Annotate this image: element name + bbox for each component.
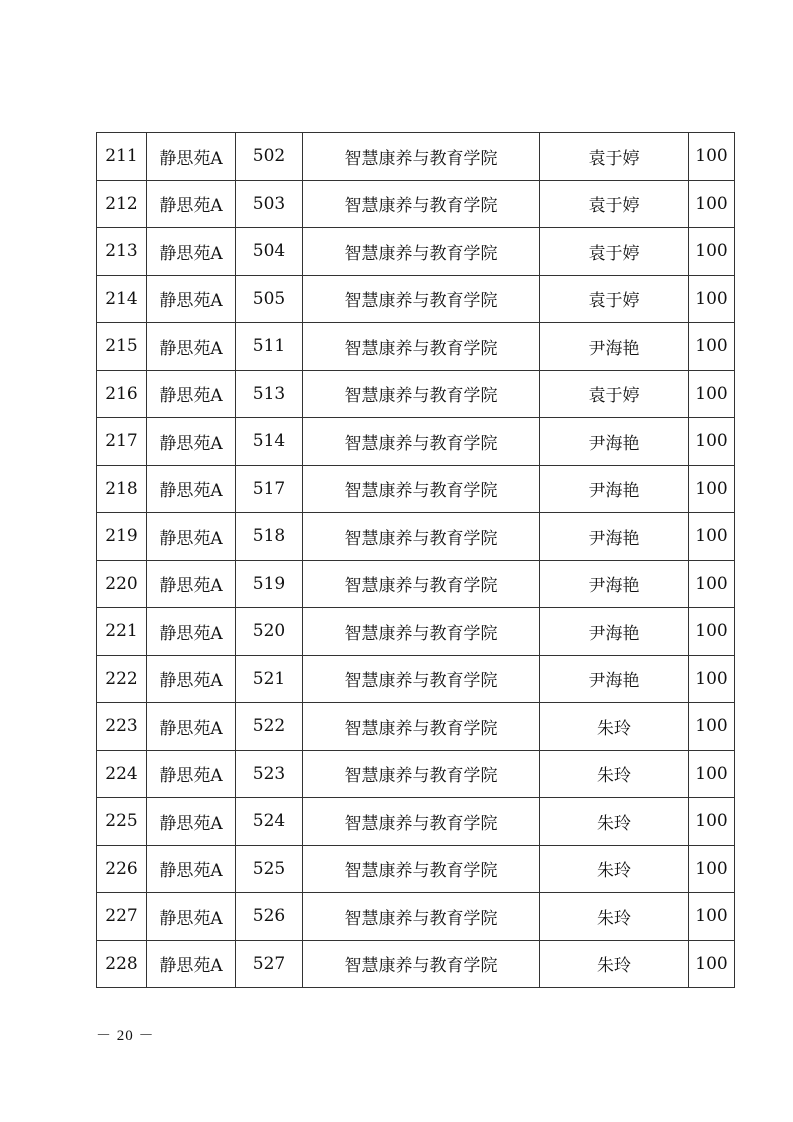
college-cell: 智慧康养与教育学院 [303,560,540,608]
score-cell: 100 [689,893,735,941]
table-row [97,798,735,846]
table-row [97,560,735,608]
score-cell: 100 [689,323,735,371]
college-cell: 智慧康养与教育学院 [303,323,540,371]
building-cell: 静思苑A [147,893,236,941]
building-cell: 静思苑A [147,513,236,561]
score-cell: 100 [689,275,735,323]
building-cell: 静思苑A [147,798,236,846]
building-cell: 静思苑A [147,180,236,228]
staff-name-cell: 尹海艳 [540,513,689,561]
building-cell: 静思苑A [147,560,236,608]
staff-name-cell: 尹海艳 [540,323,689,371]
table-row [97,323,735,371]
row-number-cell: 222 [97,655,147,703]
staff-name-cell: 尹海艳 [540,608,689,656]
building-cell: 静思苑A [147,940,236,988]
building-cell: 静思苑A [147,323,236,371]
staff-name-cell: 袁于婷 [540,275,689,323]
staff-name-cell: 尹海艳 [540,465,689,513]
room-number-cell: 519 [236,560,303,608]
row-number-cell: 213 [97,228,147,276]
college-cell: 智慧康养与教育学院 [303,703,540,751]
row-number-cell: 223 [97,703,147,751]
table-row [97,655,735,703]
row-number-cell: 226 [97,845,147,893]
table-row [97,703,735,751]
staff-name-cell: 朱玲 [540,703,689,751]
college-cell: 智慧康养与教育学院 [303,608,540,656]
row-number-cell: 227 [97,893,147,941]
staff-name-cell: 袁于婷 [540,370,689,418]
college-cell: 智慧康养与教育学院 [303,940,540,988]
college-cell: 智慧康养与教育学院 [303,228,540,276]
staff-name-cell: 朱玲 [540,798,689,846]
room-number-cell: 521 [236,655,303,703]
college-cell: 智慧康养与教育学院 [303,275,540,323]
room-number-cell: 524 [236,798,303,846]
score-cell: 100 [689,798,735,846]
row-number-cell: 216 [97,370,147,418]
college-cell: 智慧康养与教育学院 [303,845,540,893]
row-number-cell: 215 [97,323,147,371]
score-cell: 100 [689,370,735,418]
building-cell: 静思苑A [147,750,236,798]
table-row [97,608,735,656]
staff-name-cell: 朱玲 [540,893,689,941]
staff-name-cell: 朱玲 [540,940,689,988]
score-cell: 100 [689,513,735,561]
score-cell: 100 [689,418,735,466]
staff-name-cell: 尹海艳 [540,560,689,608]
building-cell: 静思苑A [147,608,236,656]
staff-name-cell: 朱玲 [540,750,689,798]
score-cell: 100 [689,180,735,228]
table-row [97,893,735,941]
room-number-cell: 520 [236,608,303,656]
row-number-cell: 214 [97,275,147,323]
building-cell: 静思苑A [147,370,236,418]
room-number-cell: 522 [236,703,303,751]
room-number-cell: 518 [236,513,303,561]
building-cell: 静思苑A [147,465,236,513]
room-number-cell: 526 [236,893,303,941]
score-cell: 100 [689,655,735,703]
room-number-cell: 514 [236,418,303,466]
score-cell: 100 [689,608,735,656]
college-cell: 智慧康养与教育学院 [303,513,540,561]
room-number-cell: 513 [236,370,303,418]
table-row [97,228,735,276]
staff-name-cell: 袁于婷 [540,180,689,228]
room-number-cell: 502 [236,133,303,181]
table-row [97,845,735,893]
room-number-cell: 523 [236,750,303,798]
room-number-cell: 517 [236,465,303,513]
college-cell: 智慧康养与教育学院 [303,750,540,798]
table-row [97,418,735,466]
score-cell: 100 [689,940,735,988]
row-number-cell: 220 [97,560,147,608]
score-cell: 100 [689,750,735,798]
college-cell: 智慧康养与教育学院 [303,465,540,513]
score-cell: 100 [689,703,735,751]
row-number-cell: 211 [97,133,147,181]
staff-name-cell: 袁于婷 [540,133,689,181]
college-cell: 智慧康养与教育学院 [303,418,540,466]
room-number-cell: 504 [236,228,303,276]
staff-name-cell: 尹海艳 [540,655,689,703]
dormitory-score-table [96,132,735,988]
table-row [97,275,735,323]
room-number-cell: 505 [236,275,303,323]
row-number-cell: 225 [97,798,147,846]
building-cell: 静思苑A [147,655,236,703]
table-row [97,465,735,513]
table-body [97,133,735,988]
table-row [97,940,735,988]
staff-name-cell: 朱玲 [540,845,689,893]
staff-name-cell: 袁于婷 [540,228,689,276]
row-number-cell: 224 [97,750,147,798]
building-cell: 静思苑A [147,228,236,276]
score-cell: 100 [689,133,735,181]
row-number-cell: 212 [97,180,147,228]
college-cell: 智慧康养与教育学院 [303,133,540,181]
table-row [97,133,735,181]
row-number-cell: 221 [97,608,147,656]
room-number-cell: 503 [236,180,303,228]
building-cell: 静思苑A [147,418,236,466]
room-number-cell: 527 [236,940,303,988]
table-row [97,370,735,418]
college-cell: 智慧康养与教育学院 [303,180,540,228]
row-number-cell: 218 [97,465,147,513]
table-row [97,180,735,228]
row-number-cell: 228 [97,940,147,988]
room-number-cell: 525 [236,845,303,893]
row-number-cell: 217 [97,418,147,466]
table-row [97,513,735,561]
score-cell: 100 [689,228,735,276]
building-cell: 静思苑A [147,703,236,751]
page-number: － 20 － [96,1028,155,1044]
score-cell: 100 [689,845,735,893]
college-cell: 智慧康养与教育学院 [303,798,540,846]
table-row [97,750,735,798]
room-number-cell: 511 [236,323,303,371]
staff-name-cell: 尹海艳 [540,418,689,466]
building-cell: 静思苑A [147,133,236,181]
building-cell: 静思苑A [147,275,236,323]
row-number-cell: 219 [97,513,147,561]
score-cell: 100 [689,560,735,608]
score-cell: 100 [689,465,735,513]
building-cell: 静思苑A [147,845,236,893]
college-cell: 智慧康养与教育学院 [303,893,540,941]
college-cell: 智慧康养与教育学院 [303,370,540,418]
college-cell: 智慧康养与教育学院 [303,655,540,703]
